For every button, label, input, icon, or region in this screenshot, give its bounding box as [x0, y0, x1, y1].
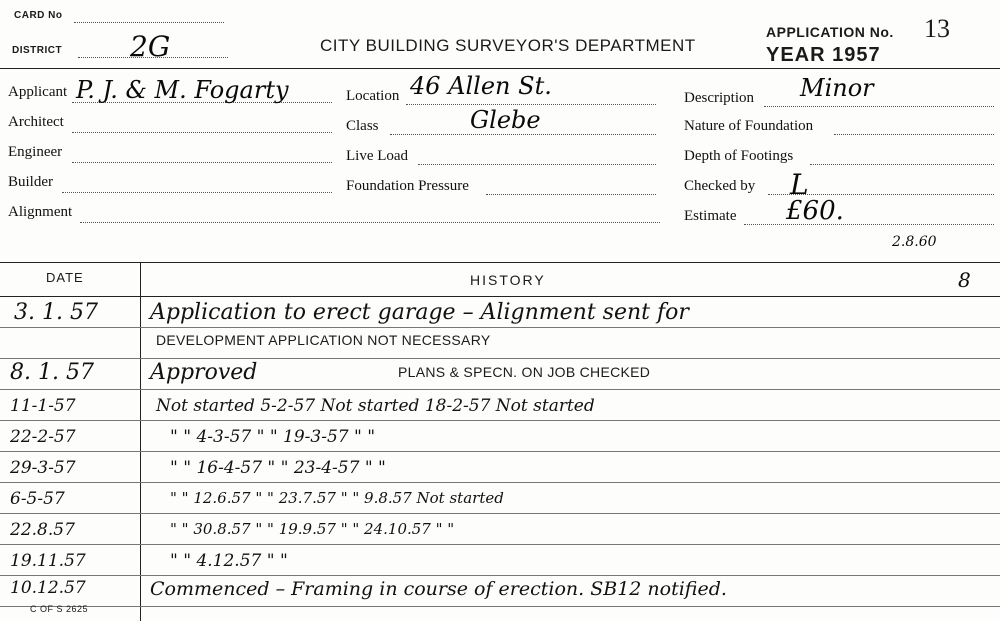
- estimate-label: Estimate: [684, 208, 737, 224]
- department-title: CITY BUILDING SURVEYOR'S DEPARTMENT: [320, 36, 696, 55]
- estimate-value: £60.: [786, 196, 844, 226]
- row-date: 6-5-57: [10, 489, 65, 509]
- checked-by-value: L: [790, 168, 809, 201]
- row-history: Application to erect garage – Alignment sent for: [150, 300, 689, 325]
- alignment-label: Alignment: [8, 204, 73, 220]
- row-history: Not started 5-2-57 Not started 18-2-57 Not started: [156, 396, 595, 416]
- row-rule: [0, 544, 1000, 545]
- checked-by-label: Checked by: [684, 178, 756, 194]
- district-label: DISTRICT: [12, 45, 63, 56]
- builder-label: Builder: [8, 174, 53, 190]
- depth-of-footings-label: Depth of Footings: [684, 148, 794, 164]
- card-no-label: CARD No: [14, 10, 63, 21]
- history-header: HISTORY: [470, 272, 546, 288]
- row-history: " " 16-4-57 " " 23-4-57 " ": [170, 458, 386, 478]
- engineer-line: [72, 162, 332, 163]
- live-load-label: Live Load: [346, 148, 409, 164]
- date-header: DATE: [46, 270, 84, 285]
- depth-of-footings-line: [810, 164, 994, 165]
- engineer-label: Engineer: [8, 144, 63, 160]
- card-no-line: [74, 22, 224, 23]
- year-label: YEAR 1957: [766, 44, 881, 66]
- architect-label: Architect: [8, 114, 64, 130]
- architect-line: [72, 132, 332, 133]
- header-rule: [0, 68, 1000, 69]
- estimate-line: [744, 224, 994, 225]
- class-value: Glebe: [470, 106, 541, 134]
- foundation-pressure-line: [486, 194, 656, 195]
- row-rule: [0, 327, 1000, 328]
- development-stamp: DEVELOPMENT APPLICATION NOT NECESSARY: [156, 332, 491, 348]
- row-date: 11-1-57: [10, 396, 76, 416]
- row-rule: [0, 389, 1000, 390]
- row-history: " " 30.8.57 " " 19.9.57 " " 24.10.57 " ": [170, 520, 455, 538]
- row-rule: [0, 358, 1000, 359]
- description-line: [764, 106, 994, 107]
- row-rule: [0, 513, 1000, 514]
- margin-note: 2.8.60: [892, 234, 937, 250]
- row-history: " " 12.6.57 " " 23.7.57 " " 9.8.57 Not started: [170, 489, 504, 507]
- builder-line: [62, 192, 332, 193]
- date-column-divider: [140, 262, 141, 621]
- application-number: 13: [924, 14, 950, 43]
- description-label: Description: [684, 90, 754, 106]
- class-line: [390, 134, 656, 135]
- class-label: Class: [346, 118, 379, 134]
- row-date: 22-2-57: [10, 427, 76, 447]
- district-value: 2G: [130, 30, 171, 63]
- alignment-line: [80, 222, 660, 223]
- table-header-rule: [0, 296, 1000, 297]
- nature-of-foundation-label: Nature of Foundation: [684, 118, 814, 134]
- table-top-rule: [0, 262, 1000, 263]
- row-date: 29-3-57: [10, 458, 76, 478]
- nature-of-foundation-line: [834, 134, 994, 135]
- row-rule: [0, 420, 1000, 421]
- form-code: C OF S 2625: [30, 604, 89, 614]
- corner-mark: 8: [958, 268, 971, 292]
- row-rule: [0, 606, 1000, 607]
- description-value: Minor: [800, 74, 874, 102]
- row-rule: [0, 482, 1000, 483]
- row-date: 3. 1. 57: [14, 300, 98, 325]
- row-history: Commenced – Framing in course of erection. SB12 notified.: [150, 578, 727, 600]
- row-date: 19.11.57: [10, 551, 86, 571]
- row-history: Approved: [150, 360, 258, 385]
- row-rule: [0, 575, 1000, 576]
- application-label: APPLICATION No.: [766, 24, 894, 40]
- plans-checked-stamp: PLANS & SPECN. ON JOB CHECKED: [398, 364, 651, 380]
- location-line: [406, 104, 656, 105]
- row-date: 22.8.57: [10, 520, 75, 540]
- row-date: 8. 1. 57: [10, 360, 94, 385]
- location-value: 46 Allen St.: [410, 72, 552, 100]
- row-history: " " 4.12.57 " ": [170, 551, 288, 571]
- row-rule: [0, 451, 1000, 452]
- row-date: 10.12.57: [10, 578, 86, 598]
- applicant-label: Applicant: [8, 84, 68, 100]
- foundation-pressure-label: Foundation Pressure: [346, 178, 469, 194]
- row-history: " " 4-3-57 " " 19-3-57 " ": [170, 427, 376, 447]
- live-load-line: [418, 164, 656, 165]
- applicant-value: P. J. & M. Fogarty: [76, 76, 289, 104]
- location-label: Location: [346, 88, 400, 104]
